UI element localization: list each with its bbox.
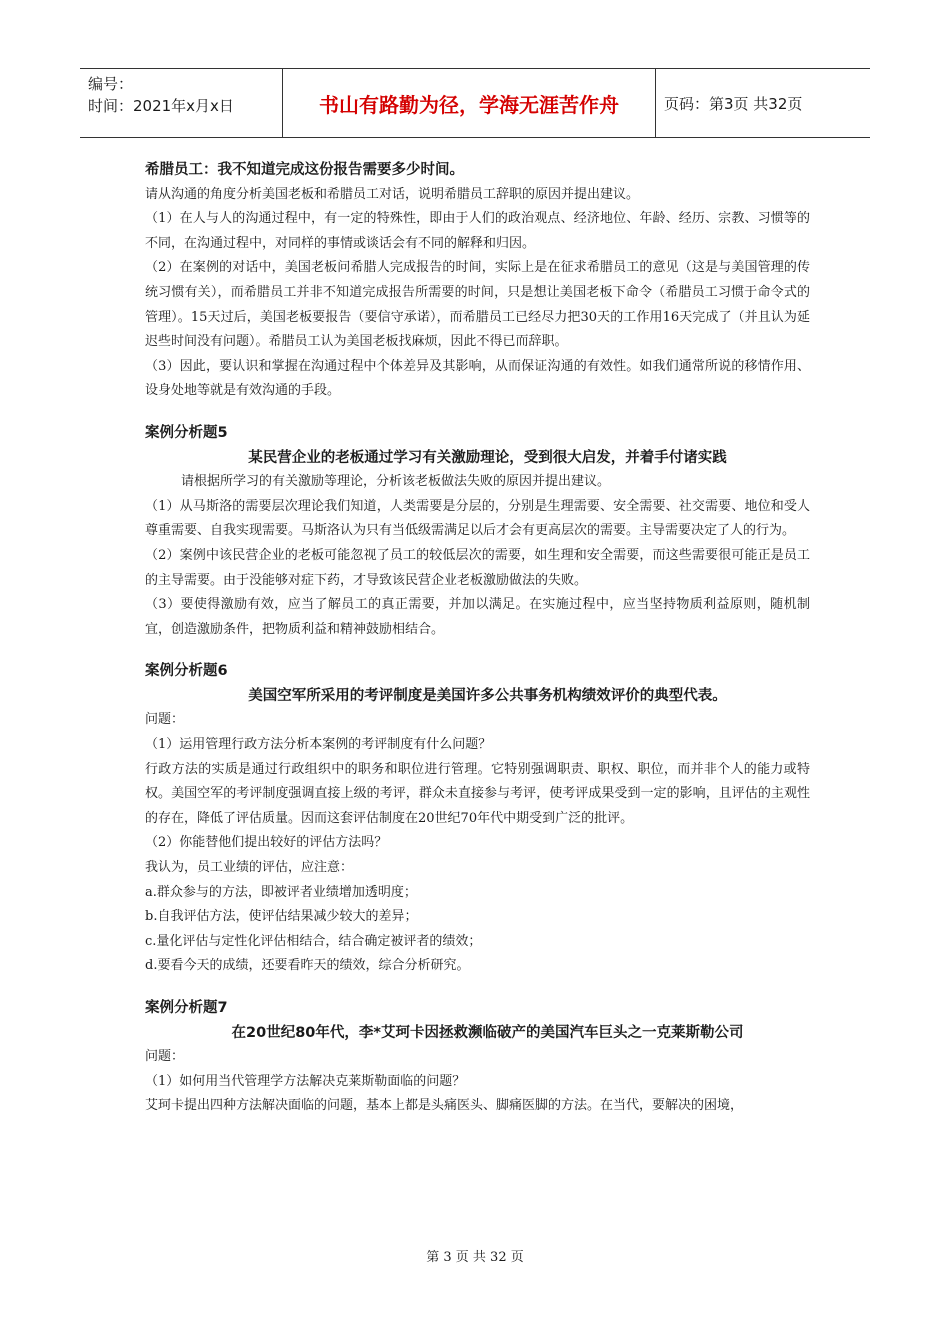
paragraph: 艾珂卡提出四种方法解决面临的问题，基本上都是头痛医头、脚痛医脚的方法。在当代，要解决的困境， [145,1098,744,1114]
paragraph: d.要看今天的成绩，还要看昨天的绩效，综合分析研究。 [145,958,470,974]
section-heading: 案例分析题7 [145,1000,228,1016]
page-footer: 第 3 页 共 32 页 [426,1250,524,1265]
page-header [80,68,870,138]
paragraph: （3）要使得激励有效，应当了解员工的真正需要，并加以满足。在实施过程中，应当坚持物质利益原则，随机制宜，创造激励条件，把物质利益和精神鼓励相结合。 [145,597,810,637]
paragraph: 问题： [145,1049,185,1065]
paragraph: 我认为，员工业绩的评估，应注意： [145,860,354,876]
paragraph: （1）如何用当代管理学方法解决克莱斯勒面临的问题？ [145,1073,466,1089]
paragraph: （3）因此，要认识和掌握在沟通过程中个体差异及其影响，从而保证沟通的有效性。如我们通常所说的移情作用、设身处地等就是有效沟通的手段。 [145,358,810,399]
paragraph: 行政方法的实质是通过行政组织中的职务和职位进行管理。它特别强调职责、职权、职位，而并非个人的能力或特权。美国空军的考评制度强调直接上级的考评，群众未直接参与考评，使考评成果受到一定的影响，且评估的主观性的存在，降低了评估质量。因而这套评估制度在20世纪70年代中期受到广泛的批评。 [145,761,810,826]
paragraph: 问题： [145,712,185,728]
document-body [145,158,810,1119]
paragraph: （1）从马斯洛的需要层次理论我们知道，人类需要是分层的，分别是生理需要、安全需要、社交需要、地位和受人尊重需要、自我实现需要。马斯洛认为只有当低级需满足以后才会有更高层次的需要。主导需要决定了人的行为。 [145,498,810,539]
indented-paragraph: 请根据所学习的有关激励等理论，分析该老板做法失败的原因并提出建议。 [181,474,611,490]
paragraph: （2）案例中该民营企业的老板可能忽视了员工的较低层次的需要，如生理和安全需要，而这些需要很可能正是员工的主导需要。由于没能够对症下药，才导致该民营企业老板激励做法的失败。 [145,547,810,588]
paragraph: （1）在人与人的沟通过程中，有一定的特殊性，即由于人们的政治观点、经济地位、年龄、经历、宗教、习惯等的不同，在沟通过程中，对同样的事情或谈话会有不同的解释和归因。 [145,211,810,251]
paragraph: 请从沟通的角度分析美国老板和希腊员工对话，说明希腊员工辞职的原因并提出建议。 [145,186,640,202]
header-page-label: 页码：第3页 共32页 [664,94,803,113]
paragraph: （1）运用管理行政方法分析本案例的考评制度有什么问题？ [145,737,492,753]
bold-paragraph: 希腊员工：我不知道完成这份报告需要多少时间。 [145,162,464,178]
header-motto: 书山有路勤为径，学海无涯苦作舟 [282,69,656,137]
section-heading: 案例分析题6 [145,663,228,680]
date-label: 时间：2021年x月x日 [88,97,234,115]
header-meta [88,73,278,117]
paragraph: （2）你能替他们提出较好的评估方法吗？ [145,835,388,851]
section-heading: 案例分析题5 [145,424,228,441]
paragraph: a.群众参与的方法，即被评者业绩增加透明度； [145,884,417,900]
paragraph: （2）在案例的对话中，美国老板问希腊人完成报告的时间，实际上是在征求希腊员工的意见（这是与美国管理的传统习惯有关），而希腊员工并非不知道完成报告所需要的时间，只是想让美国老板下命令（希腊员工习惯于命令式的管理）。15天过后，美国老板要报告（要信守承诺），而希腊员工已经尽力把30天的工作用16天完成了（并且认为延迟些时间没有问题）。希腊员工认为美国老板找麻烦，因此不得已而辞职。 [145,260,810,350]
case-title: 美国空军所采用的考评制度是美国许多公共事务机构绩效评价的典型代表。 [248,687,727,704]
case-title: 在20世纪80年代，李*艾珂卡因拯救濒临破产的美国汽车巨头之一克莱斯勒公司 [231,1024,744,1041]
paragraph: c.量化评估与定性化评估相结合，结合确定被评者的绩效； [145,933,482,949]
number-label: 编号： [88,75,134,93]
case-title: 某民营企业的老板通过学习有关激励理论，受到很大启发，并着手付诸实践 [248,449,727,466]
paragraph: b.自我评估方法，使评估结果减少较大的差异； [145,909,418,925]
